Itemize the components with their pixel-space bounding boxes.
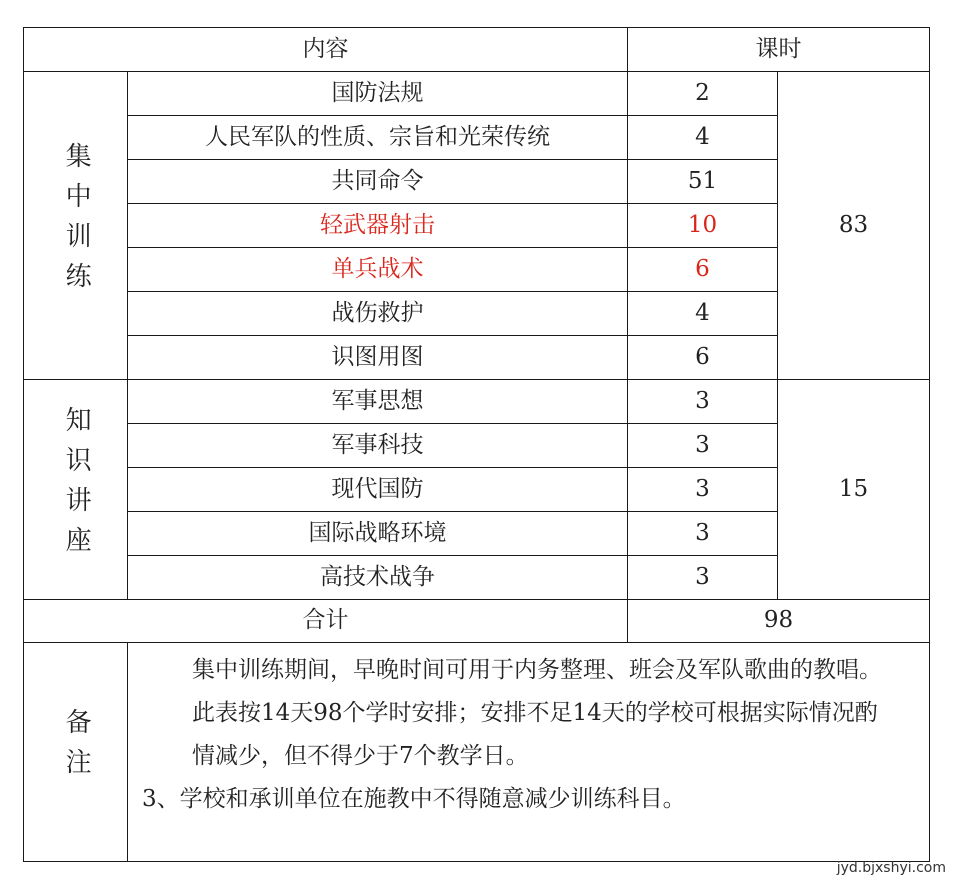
table-body: [24, 28, 930, 862]
notes-label-cell: [24, 643, 128, 862]
total-label: 合计: [24, 600, 628, 643]
course-hours: 10: [628, 204, 778, 248]
watermark: jyd.bjxshyi.com: [836, 860, 946, 876]
course-name: 单兵战术: [128, 248, 628, 292]
course-name: 共同命令: [128, 160, 628, 204]
note-line: 集中训练期间，早晚时间可用于内务整理、班会及军队歌曲的教唱。: [192, 657, 882, 683]
course-hours: 4: [628, 292, 778, 336]
table-row: [24, 72, 930, 116]
notes-label: 备注: [61, 708, 92, 789]
group-label-cell: [24, 380, 128, 600]
group-label: 知识讲座: [61, 405, 92, 566]
header-row: [24, 28, 930, 72]
course-name: 国际战略环境: [128, 512, 628, 556]
course-name: 人民军队的性质、宗旨和光荣传统: [128, 116, 628, 160]
course-hours: 2: [628, 72, 778, 116]
header-hours: 课时: [628, 28, 930, 72]
note-line: 此表按14天98个学时安排；安排不足14天的学校可根据实际情况酌情减少，但不得少于7个教学日。: [192, 700, 878, 769]
group-label: 集中训练: [61, 141, 92, 302]
course-name: 现代国防: [128, 468, 628, 512]
course-name: 国防法规: [128, 72, 628, 116]
course-name: 军事思想: [128, 380, 628, 424]
course-name: 识图用图: [128, 336, 628, 380]
note-line: 3、学校和承训单位在施教中不得随意减少训练科目。: [142, 786, 686, 812]
course-name: 轻武器射击: [128, 204, 628, 248]
course-hours: 51: [628, 160, 778, 204]
course-hours: 3: [628, 424, 778, 468]
course-hours: 3: [628, 468, 778, 512]
course-name: 军事科技: [128, 424, 628, 468]
total-row: [24, 600, 930, 643]
group-label-cell: [24, 72, 128, 380]
training-schedule-table: [23, 27, 930, 862]
course-name: 战伤救护: [128, 292, 628, 336]
course-hours: 3: [628, 556, 778, 600]
notes-row: [24, 643, 930, 862]
course-hours: 3: [628, 380, 778, 424]
header-content: 内容: [24, 28, 628, 72]
table-row: [24, 380, 930, 424]
course-hours: 6: [628, 336, 778, 380]
course-name: 高技术战争: [128, 556, 628, 600]
course-hours: 4: [628, 116, 778, 160]
course-hours: 6: [628, 248, 778, 292]
total-value: 98: [628, 600, 930, 643]
notes-content: [128, 643, 930, 862]
group-total-hours: 83: [778, 72, 930, 380]
course-hours: 3: [628, 512, 778, 556]
group-total-hours: 15: [778, 380, 930, 600]
